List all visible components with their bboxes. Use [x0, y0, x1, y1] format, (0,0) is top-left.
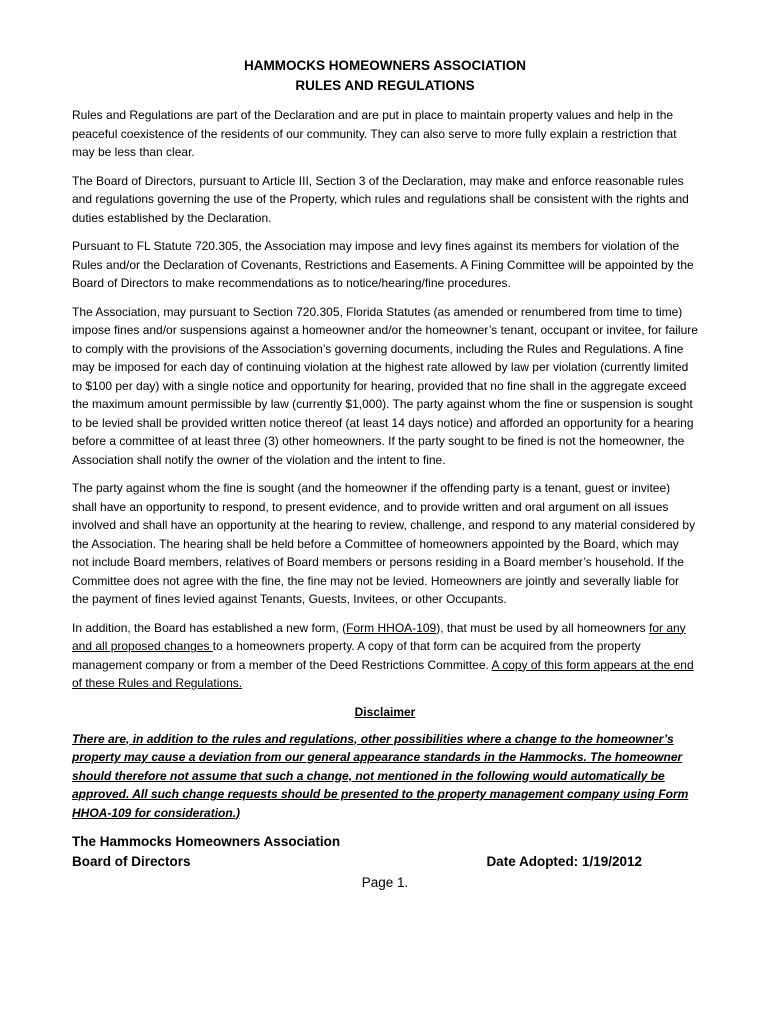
association-name: The Hammocks Homeowners Association — [72, 834, 341, 849]
hearing-rights-paragraph: The party against whom the fine is sought (and the homeowner if the offending party is a tenant, guest or invitee) shall have an opportunity to respond, to present evidence, and to provide written and oral argument on all issues involved and shall have an opportunity at the hearing to review, challenge, and respond to any material considered by the Association. The hearing shall be held before a Committee of homeowners appointed by the Board, which may not include Board members, relatives of Board members or persons residing in a Board member’s household. If the Committee does not agree with the fine, the fine may not be levied. Homeowners are jointly and severally liable for the payment of fines levied against Tenants, Guests, Invitees, or other Occupants. — [72, 481, 696, 606]
form-requirement-paragraph — [72, 619, 698, 693]
page-number: Page 1. — [361, 875, 409, 890]
signoff-block — [72, 832, 698, 872]
document-title-line1: HAMMOCKS HOMEOWNERS ASSOCIATION — [244, 58, 526, 73]
form-text-part2: ), that must be used by all homeowners — [436, 620, 649, 635]
form-copy-note: A copy of this form appears at the end of these Rules and Regulations. — [72, 657, 694, 690]
document-title-line2: RULES AND REGULATIONS — [295, 78, 475, 93]
document-page — [72, 56, 698, 893]
disclaimer-heading: Disclaimer — [354, 704, 416, 719]
date-adopted: Date Adopted: 1/19/2012 — [486, 854, 642, 869]
form-reference-link: Form HHOA-109 — [346, 620, 437, 635]
disclaimer-text: There are, in addition to the rules and regulations, other possibilities where a change to the homeowner’s property may cause a deviation from our general appearance standards in the Hammocks. The homeowner should therefore not assume that such a change, not mentioned in the following would automatically be approved. All such change requests should be presented to the property management company using Form HHOA-109 for consideration.) — [72, 731, 689, 820]
form-text-part1: In addition, the Board has established a new form, ( — [72, 620, 347, 635]
board-of-directors: Board of Directors — [72, 854, 191, 869]
fining-committee-paragraph: Pursuant to FL Statute 720.305, the Association may impose and levy fines against its members for violation of the Rules and/or the Declaration of Covenants, Restrictions and Easements. A Fining Committee will be appointed by the Board of Directors to make recommendations as to notice/hearing/fine procedures. — [72, 239, 694, 290]
board-authority-paragraph: The Board of Directors, pursuant to Article III, Section 3 of the Declaration, may make and enforce reasonable rules and regulations governing the use of the Property, which rules and regulations shall be consistent with the rights and duties established by the Declaration. — [72, 173, 689, 225]
fines-suspension-paragraph: The Association, may pursuant to Section 720.305, Florida Statutes (as amended or renumbered from time to time) impose fines and/or suspensions against a homeowner and/or the homeowner’s tenant, occupant or invitee, for failure to comply with the provisions of the Association’s governing documents, including the Rules and Regulations. A fine may be imposed for each day of continuing violation at the highest rate allowed by law per violation (currently limited to $100 per day) with a single notice and opportunity for hearing, provided that no fine shall in the aggregate exceed the maximum amount permissible by law (currently $1,000). The party against whom the fine or suspension is sought to be levied shall be provided written notice thereof (at least 14 days notice) and afforded an opportunity for a hearing before a committee of at least three (3) other homeowners. If the party sought to be fined is not the homeowner, the Association shall notify the owner of the violation and the intent to fine. — [72, 304, 698, 467]
form-scope-text: for any and all proposed changes — [72, 620, 686, 653]
form-text-part3: to a homeowners property. A copy of that form can be acquired from the property management company or from a member of the Deed Restrictions Committee. — [72, 639, 641, 672]
intro-paragraph: Rules and Regulations are part of the Declaration and are put in place to maintain property values and help in the peaceful coexistence of the residents of our community. They can also serve to more fully explain a restriction that may be less than clear. — [72, 108, 677, 159]
